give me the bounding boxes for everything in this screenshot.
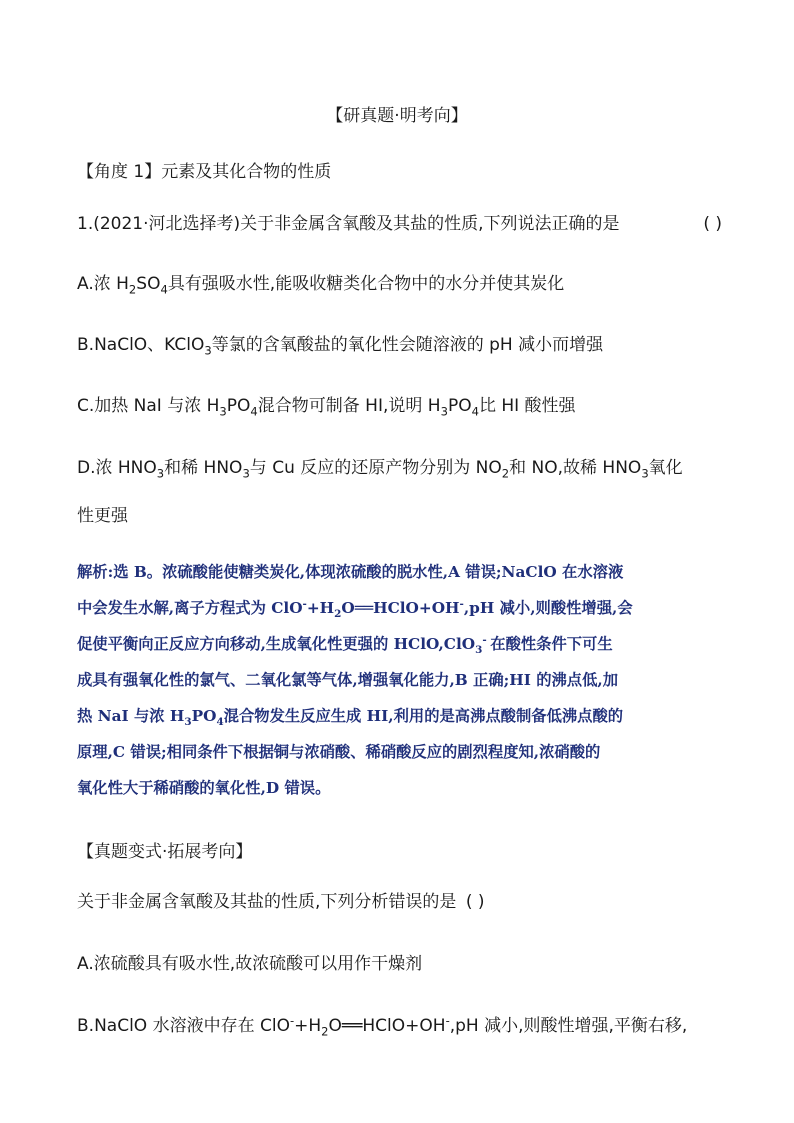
analysis-line-4: 成具有强氧化性的氯气、二氧化氯等气体,增强氧化能力,B 正确;HI 的沸点低,加 [77, 671, 619, 689]
option-d-line2: 性更强 [77, 506, 128, 526]
answer-paren: ( ) [703, 214, 722, 234]
q2-option-b: B.NaClO 水溶液中存在 $ClO^-+H_2O══HClO+OH^-,pH$ 减小,则酸性增强,平衡右移, [77, 1013, 688, 1039]
option-d-line1: D.浓 $HNO_3$和稀 $HNO_3$与 Cu 反应的还原产物分别为 $NO_2$和 NO,故稀 $HNO_3$氧化 [77, 458, 683, 481]
section-title: 【研真题·明考向】 [326, 106, 468, 126]
question1-stem-text: 1.(2021·河北选择考)关于非金属含氧酸及其盐的性质,下列说法正确的是 [77, 214, 620, 234]
question1-stem [77, 212, 722, 236]
option-b: B.NaClO、KClO$_3$等氯的含氧酸盐的氧化性会随溶液的 pH 减小而增强 [77, 335, 604, 358]
analysis-line-1: 解析:选 B。浓硫酸能使糖类炭化,体现浓硫酸的脱水性,A 错误;NaClO 在水溶液 [77, 563, 624, 581]
analysis-line-2: 中会发生水解,离子方程式为 $ClO^-+H_2O══HClO+OH^-,pH$ 减小,则酸性增强,会 [77, 597, 633, 621]
question2-stem: 关于非金属含氧酸及其盐的性质,下列分析错误的是 ( ) [77, 892, 485, 912]
angle-heading: 【角度 1】元素及其化合物的性质 [77, 162, 332, 182]
option-c: C.加热 NaI 与浓 $H_3PO_4$混合物可制备 HI,说明 $H_3PO_4$比 HI 酸性强 [77, 396, 576, 419]
analysis-line-5: 热 NaI 与浓 $H_3PO_4$混合物发生反应生成 HI,利用的是高沸点酸制备低沸点酸的 [77, 707, 624, 729]
analysis-line-7: 氧化性大于稀硝酸的氧化性,D 错误。 [77, 779, 331, 797]
option-a: A.浓 $H_2SO_4$具有强吸水性,能吸收糖类化合物中的水分并使其炭化 [77, 274, 565, 297]
analysis-line-3: 促使平衡向正反应方向移动,生成氧化性更强的 HClO,ClO$_3$- 在酸性条件下可生 [77, 633, 613, 657]
variant-heading: 【真题变式·拓展考向】 [77, 842, 253, 862]
q2-option-a: A.浓硫酸具有吸水性,故浓硫酸可以用作干燥剂 [77, 954, 423, 974]
answer-paren: ( ) [465, 892, 485, 912]
analysis-line-6: 原理,C 错误;相同条件下根据铜与浓硝酸、稀硝酸反应的剧烈程度知,浓硝酸的 [77, 743, 601, 761]
